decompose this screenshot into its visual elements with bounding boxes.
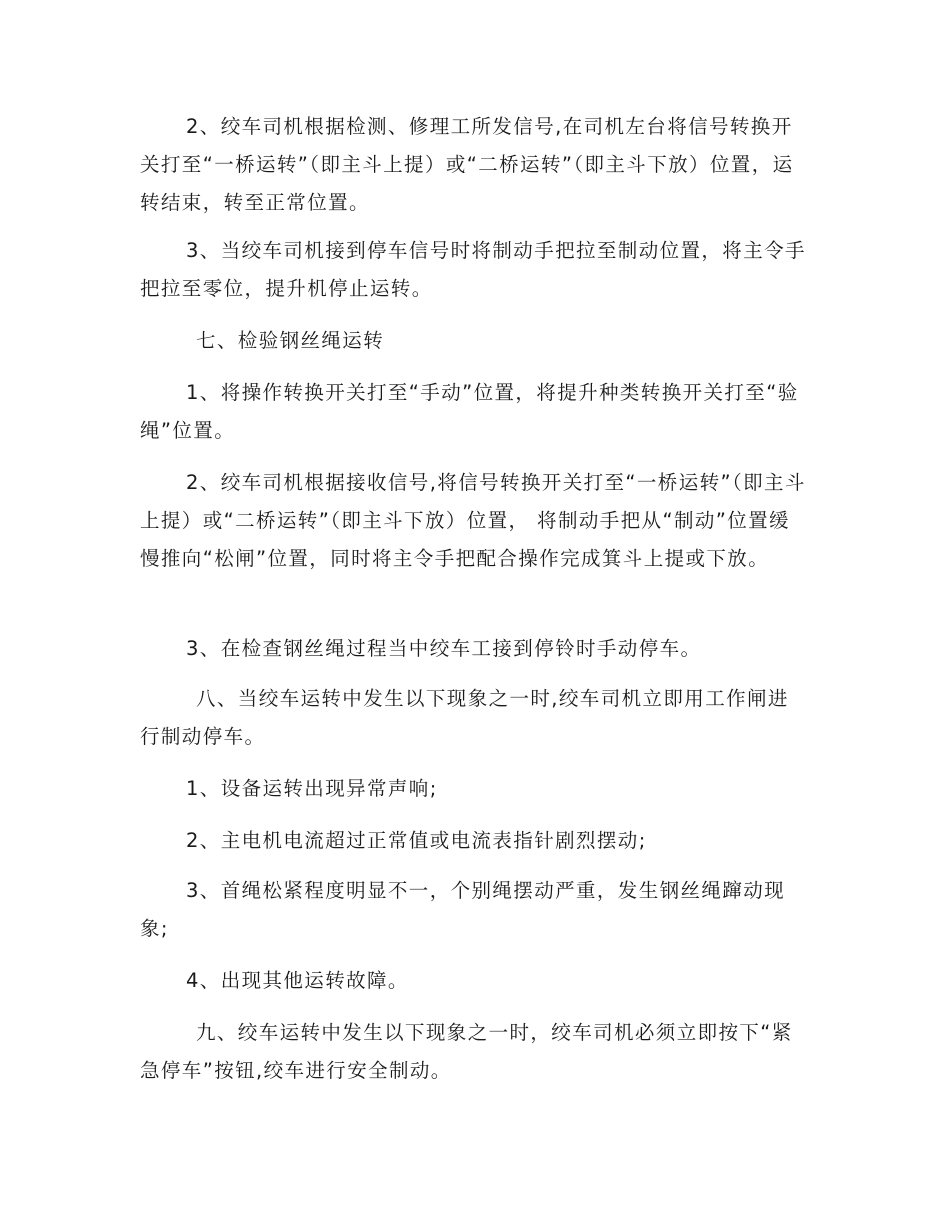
- section-heading-9: 九、绞车运转中发生以下现象之一时，绞车司机必须立即按下“紧急停车”按钮,绞车进行安全制动。: [140, 1021, 793, 1082]
- paragraph-rope-step-3: 3、在检查钢丝绳过程当中绞车工接到停铃时手动停车。: [186, 637, 702, 660]
- section-heading-8: 八、当绞车运转中发生以下现象之一时,绞车司机立即用工作闸进行制动停车。: [140, 687, 789, 748]
- list-item-motor-current: 2、主电机电流超过正常值或电流表指针剧烈摆动;: [186, 829, 647, 852]
- list-item-abnormal-sound: 1、设备运转出现异常声响;: [186, 777, 438, 800]
- paragraph-rope-step-1: 1、将操作转换开关打至“手动”位置，将提升种类转换开关打至“验绳”位置。: [140, 381, 799, 442]
- paragraph-step-2-signal: 2、绞车司机根据检测、修理工所发信号,在司机左台将信号转换开关打至“一桥运转”（即主斗上提）或“二桥运转”（即主斗下放）位置，运转结束，转至正常位置。: [140, 115, 794, 214]
- list-item-other-faults: 4、出现其他运转故障。: [186, 969, 409, 992]
- paragraph-step-3-stop: 3、当绞车司机接到停车信号时将制动手把拉至制动位置，将主令手把拉至零位，提升机停止运转。: [140, 239, 806, 300]
- section-heading-7: 七、检验钢丝绳运转: [196, 329, 385, 352]
- list-item-rope-tension: 3、首绳松紧程度明显不一，个别绳摆动严重，发生钢丝绳蹿动现象;: [140, 879, 786, 940]
- paragraph-rope-step-2: 2、绞车司机根据接收信号,将信号转换开关打至“一桥运转”（即主斗上提）或“二桥运转”（即主斗下放）位置， 将制动手把从“制动”位置缓慢推向“松闸”位置，同时将主令手把配合操作完成箕斗上提或下放。: [140, 471, 806, 570]
